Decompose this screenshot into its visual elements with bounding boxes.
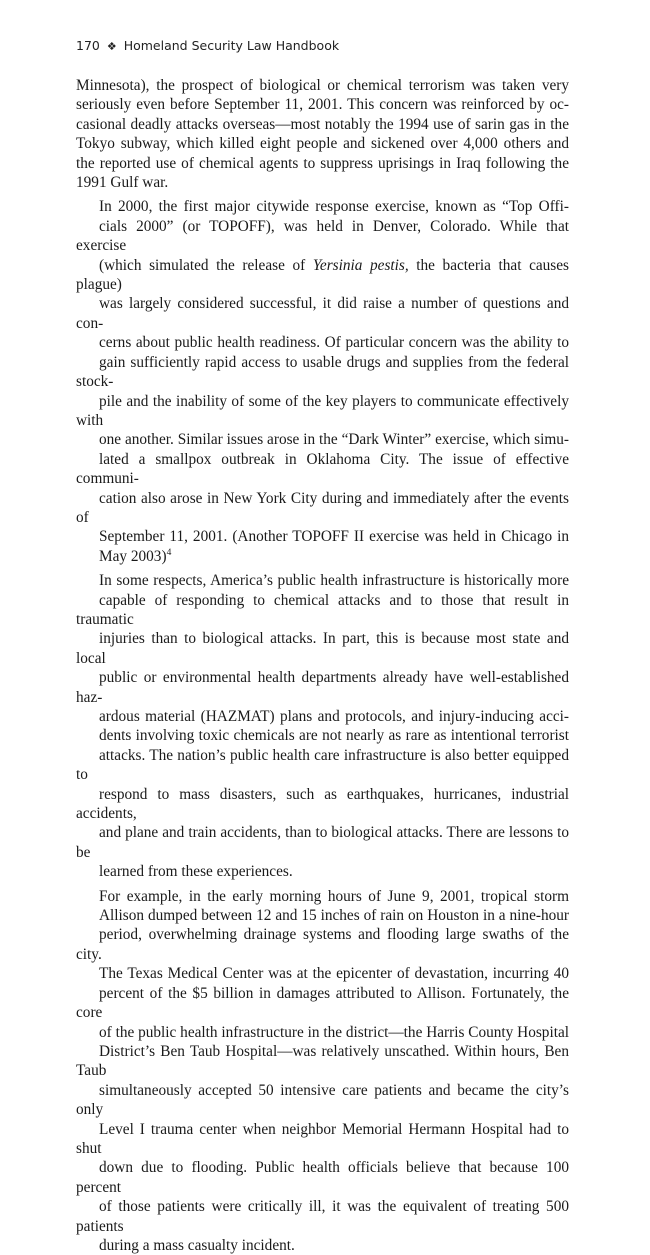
text-line: For example, in the early morning hours of June 9, 2001, tropical storm: [99, 887, 569, 905]
text-line: In 2000, the first major citywide response exercise, known as “Top Offi-: [99, 198, 569, 216]
text-line: the reported use of chemical agents to suppress uprisings in Iraq following the: [76, 154, 569, 172]
text-line: Tokyo subway, which killed eight people and sickened over 4,000 others and: [76, 135, 569, 153]
text-line: period, overwhelming drainage systems and flooding large swaths of the city.: [76, 926, 569, 963]
text-line: capable of responding to chemical attacks and to those that result in traumatic: [76, 591, 569, 628]
text-line: down due to flooding. Public health officials believe that because 100 percent: [76, 1159, 569, 1196]
paragraph: [76, 76, 569, 192]
running-head: [76, 38, 339, 53]
footnote-marker: 4: [166, 547, 172, 558]
text-line: public or environmental health departments already have well-established haz-: [76, 669, 569, 706]
text-line: cerns about public health readiness. Of particular concern was the ability to: [99, 334, 569, 352]
text-line: during a mass casualty incident.: [99, 1236, 295, 1254]
text-line: District’s Ben Taub Hospital—was relatively unscathed. Within hours, Ben Taub: [76, 1042, 569, 1080]
page-number: 170: [76, 38, 100, 53]
body-text: [76, 76, 569, 1255]
text-line: The Texas Medical Center was at the epicenter of devastation, incurring 40: [99, 965, 569, 983]
text-line: seriously even before September 11, 2001. This concern was reinforced by oc-: [76, 96, 569, 114]
text-line: one another. Similar issues arose in the “Dark Winter” exercise, which simu-: [99, 431, 569, 449]
text-line: percent of the $5 billion in damages attributed to Allison. Fortunately, the core: [76, 984, 569, 1022]
text-line: of the public health infrastructure in the district—the Harris County Hospital: [99, 1023, 569, 1041]
text-line: Level I trauma center when neighbor Memorial Hermann Hospital had to shut: [76, 1120, 569, 1157]
text-line: learned from these experiences.: [99, 863, 293, 881]
text-line: injuries than to biological attacks. In part, this is because most state and local: [76, 630, 569, 667]
text-line: cials 2000” (or TOPOFF), was held in Denver, Colorado. While that exercise: [76, 217, 569, 255]
text-line: pile and the inability of some of the key players to communicate effectively with: [76, 392, 569, 429]
text-line: was largely considered successful, it did raise a number of questions and con-: [76, 295, 569, 332]
text-line: and plane and train accidents, than to biological attacks. There are lessons to be: [76, 824, 569, 861]
text-line: respond to mass disasters, such as earthquakes, hurricanes, industrial accidents,: [76, 785, 569, 823]
book-title: Homeland Security Law Handbook: [123, 38, 340, 53]
text-line: 1991 Gulf war.: [76, 174, 169, 192]
text-line: gain sufficiently rapid access to usable drugs and supplies from the federal stock-: [76, 353, 569, 391]
text-line: cation also arose in New York City during and immediately after the events of: [76, 489, 569, 526]
paragraph: [76, 197, 569, 566]
text-line: dents involving toxic chemicals are not nearly as rare as intentional terrorist: [99, 727, 569, 745]
text-line: attacks. The nation’s public health care infrastructure is also better equipped to: [76, 746, 569, 784]
paragraph: [76, 887, 569, 1255]
text-line: September 11, 2001. (Another TOPOFF II exercise was held in Chicago in: [99, 528, 569, 546]
text-line: In some respects, America’s public health infrastructure is historically more: [99, 572, 569, 590]
text-line: of those patients were critically ill, it was the equivalent of treating 500 patients: [76, 1198, 569, 1235]
text-line: Allison dumped between 12 and 15 inches of rain on Houston in a nine-hour: [99, 907, 569, 925]
text-line: casional deadly attacks overseas—most notably the 1994 use of sarin gas in the: [76, 115, 569, 133]
italic-term: Yersinia pestis,: [312, 256, 409, 274]
paragraph: [76, 571, 569, 882]
diamond-ornament-icon: ❖: [106, 40, 117, 53]
text-line: lated a smallpox outbreak in Oklahoma City. The issue of effective communi-: [76, 450, 569, 488]
text-line: ardous material (HAZMAT) plans and protocols, and injury-inducing acci-: [99, 708, 569, 725]
text-line: Minnesota), the prospect of biological or chemical terrorism was taken very: [76, 77, 569, 94]
text-line: (which simulated the release of Yersinia pestis, the bacteria that causes plague): [76, 256, 569, 294]
text-line: simultaneously accepted 50 intensive care patients and became the city’s only: [76, 1081, 569, 1119]
text-line: May 2003)$^4$: [99, 547, 172, 565]
